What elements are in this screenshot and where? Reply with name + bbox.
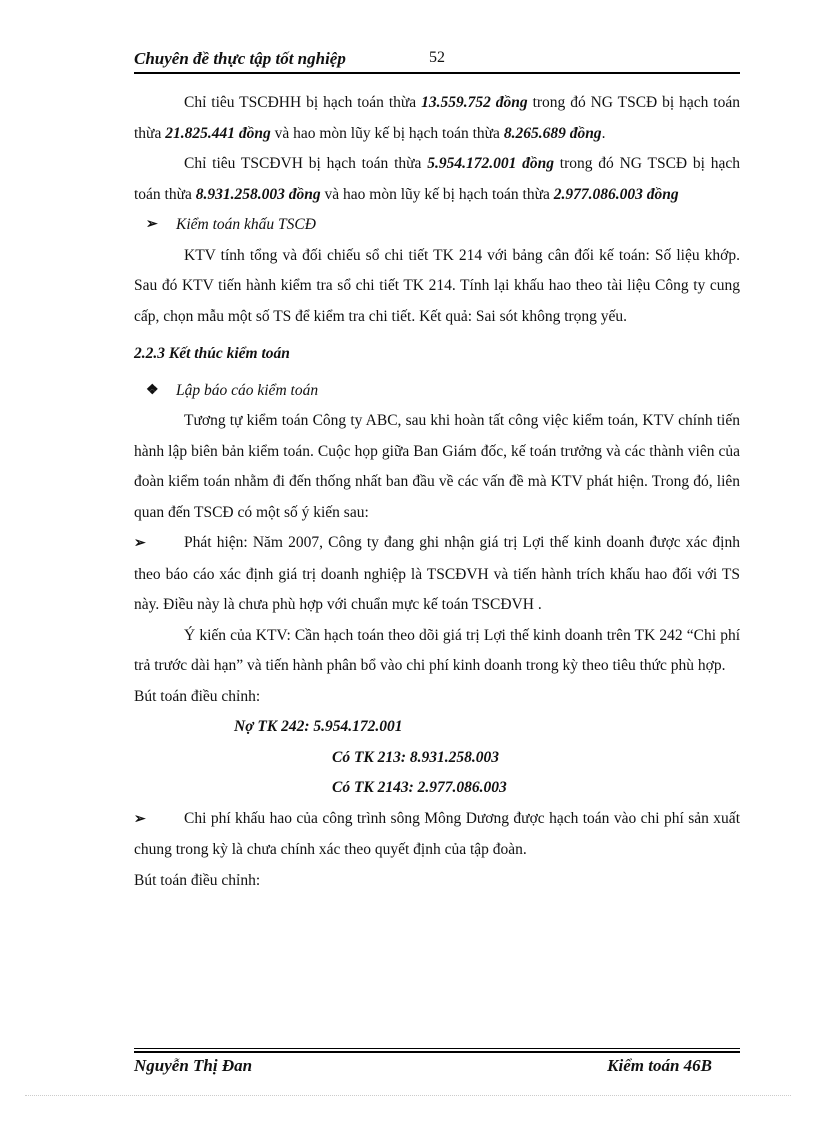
footer-rule — [134, 1051, 740, 1053]
arrow-bullet-icon: ➢ — [134, 811, 146, 827]
journal-entry-credit: Có TK 213: 8.931.258.003 — [332, 748, 500, 766]
diamond-bullet-icon: ❖ — [146, 382, 159, 398]
page-number: 52 — [429, 49, 445, 66]
amount: 13.559.752 đồng — [421, 94, 528, 111]
text: trong đó NG TSCĐ bị hạch toán thừa — [134, 94, 740, 142]
footer-rule — [134, 1048, 740, 1049]
text: Chỉ tiêu TSCĐVH bị hạch toán thừa — [184, 155, 428, 172]
section-heading: 2.2.3 Kết thúc kiểm toán — [134, 345, 290, 362]
page-edge — [25, 1095, 791, 1096]
footer-author: Nguyễn Thị Đan — [134, 1056, 253, 1075]
amount: 2.977.086.003 đồng — [553, 185, 679, 203]
bullet-text: Lập báo cáo kiểm toán — [176, 381, 319, 399]
paragraph-phat-hien — [134, 528, 740, 621]
footer-class: Kiểm toán 46B — [607, 1056, 712, 1075]
text: trong đó NG TSCĐ bị hạch toán thừa — [134, 155, 740, 203]
amount: 8.931.258.003 đồng — [195, 185, 321, 203]
document-body — [134, 88, 740, 896]
page-header — [134, 47, 740, 75]
text: . — [601, 124, 606, 142]
arrow-bullet-icon: ➢ — [134, 536, 146, 551]
text: và hao mòn lũy kế bị hạch toán thừa — [320, 185, 554, 203]
journal-entry-credit: Có TK 2143: 2.977.086.003 — [332, 779, 507, 796]
paragraph-y-kien: Ý kiến của KTV: Cần hạch toán theo dõi giá trị Lợi thế kinh doanh trên TK 242 “Chi phí trả trước dài hạn” và tiến hành phân bổ vào chi phí kinh doanh trong kỳ theo tiêu thức phù hợp. — [134, 626, 740, 674]
paragraph-chi-phi-khau-hao — [134, 804, 740, 866]
text: Phát hiện: Năm 2007, Công ty đang ghi nhận giá trị Lợi thế kinh doanh được xác định theo báo cáo xác định giá trị doanh nghiệp là TSCĐVH và tiến hành trích khấu hao đối với TS này. Điều này là chưa phù hợp với chuẩn mực kế toán TSCĐVH . — [134, 534, 740, 613]
paragraph-tscdhh — [134, 88, 740, 149]
page-footer — [134, 1048, 740, 1078]
text: Chi phí khấu hao của công trình sông Mông Dương được hạch toán vào chi phí sản xuất chung trong kỳ là chưa chính xác theo quyết định của tập đoàn. — [134, 809, 740, 858]
header-title: Chuyên đề thực tập tốt nghiệp — [134, 49, 346, 68]
bullet-kiem-toan-khau-hao — [134, 210, 740, 241]
bullet-text: Kiểm toán khấu TSCĐ — [176, 216, 316, 233]
paragraph-ktv-check: KTV tính tổng và đối chiếu sổ chi tiết TK 214 với bảng cân đối kế toán: Số liệu khớp. Sau đó KTV tiến hành kiểm tra sổ chi tiết TK 214. Tính lại khấu hao theo tài liệu Công ty cung cấp, chọn mẫu một số TS để kiểm tra chi tiết. Kết quả: Sai sót không trọng yếu. — [134, 246, 740, 325]
text: Chỉ tiêu TSCĐHH bị hạch toán thừa — [184, 94, 422, 111]
amount: 8.265.689 đồng — [503, 124, 602, 142]
journal-entry-debit: Nợ TK 242: 5.954.172.001 — [234, 718, 403, 735]
adjustment-label: Bút toán điều chỉnh: — [134, 871, 261, 889]
paragraph-tscdvh — [134, 149, 740, 210]
header-rule — [134, 72, 740, 74]
text: và hao mòn lũy kế bị hạch toán thừa — [270, 124, 504, 142]
arrow-bullet-icon: ➢ — [146, 217, 158, 232]
adjustment-label: Bút toán điều chỉnh: — [134, 687, 261, 705]
bullet-lap-bao-cao — [134, 376, 740, 407]
amount: 21.825.441 đồng — [165, 124, 271, 142]
amount: 5.954.172.001 đồng — [427, 155, 555, 172]
paragraph-bien-ban: Tương tự kiểm toán Công ty ABC, sau khi hoàn tất công việc kiểm toán, KTV chính tiến hành lập biên bản kiểm toán. Cuộc họp giữa Ban Giám đốc, kế toán trưởng và các thành viên của đoàn kiểm toán nhằm đi đến thống nhất ban đầu về các vấn đề mà KTV phát hiện. Trong đó, liên quan đến TSCĐ có một số ý kiến sau: — [134, 412, 740, 521]
